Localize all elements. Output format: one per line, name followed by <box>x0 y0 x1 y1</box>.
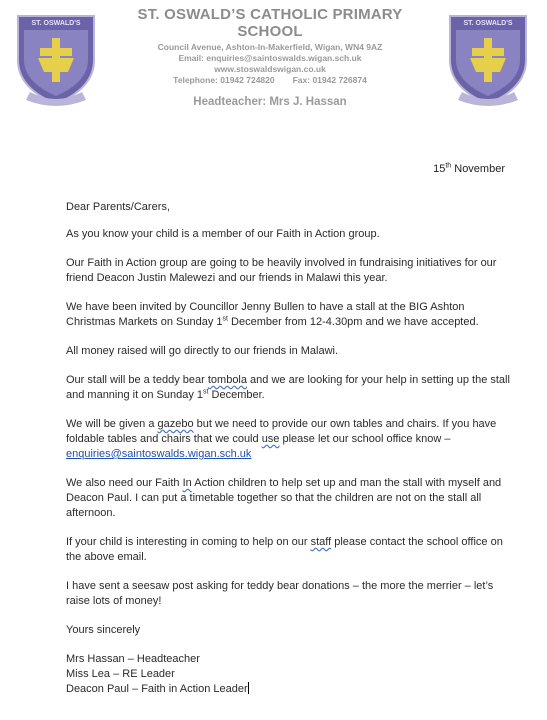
paragraph-6: We will be given a gazebo but we need to provide our own tables and chairs. If you have foldable tables and chairs that we could use please let our school office know – enquiries@saintoswalds.wigan.sch.uk <box>66 418 497 460</box>
spellcheck-word[interactable]: tombola <box>207 374 247 386</box>
school-website: www.stoswaldswigan.co.uk <box>214 64 326 74</box>
date-month: November <box>454 163 505 175</box>
grammar-check-word[interactable]: staff <box>310 536 332 548</box>
school-fax: Fax: 01942 726874 <box>292 75 367 85</box>
school-address: Council Avenue, Ashton-In-Makerfield, Wigan, WN4 9AZ <box>157 42 383 52</box>
paragraph-9: I have sent a seesaw post asking for teddy bear donations – the more the merrier – let’s raise lots of money! <box>66 580 494 607</box>
paragraph-1: As you know your child is a member of our Faith in Action group. <box>66 228 380 240</box>
paragraph-7: We also need our Faith In Action children to help set up and man the stall with myself and Deacon Paul. I can put a timetable together so that the children are not on the stall all afternoon. <box>66 477 502 519</box>
paragraph-8: If your child is interesting in coming to help on our staff please contact the school office on the above email. <box>66 536 503 563</box>
signatory-1: Mrs Hassan – Headteacher <box>66 653 200 665</box>
crest-icon <box>8 8 104 108</box>
svg-text:ST. OSWALD'S: ST. OSWALD'S <box>463 20 513 27</box>
school-phones <box>105 75 435 86</box>
signatories <box>66 652 511 697</box>
grammar-check-word[interactable]: use <box>261 433 280 445</box>
school-name: ST. OSWALD’S CATHOLIC PRIMARY SCHOOL <box>137 6 403 40</box>
signatory-3: Deacon Paul – Faith in Action Leader <box>66 683 248 695</box>
paragraph-2: Our Faith in Action group are going to be heavily involved in fundraising initiatives for our friend Deacon Justin Malewezi and our friends in Malawi this year. <box>66 257 497 284</box>
paragraph-5: Our stall will be a teddy bear tombola and we are looking for your help in setting up the stall and manning it on Sunday 1st December. <box>66 374 510 401</box>
headteacher-line: Headteacher: Mrs J. Hassan <box>193 96 347 108</box>
spellcheck-word[interactable]: gazebo <box>157 418 194 430</box>
letter-body[interactable] <box>66 200 511 697</box>
school-crest-left <box>8 8 104 108</box>
grammar-check-word[interactable]: In <box>182 477 192 489</box>
school-telephone: Telephone: 01942 724820 <box>173 75 275 85</box>
signatory-2: Miss Lea – RE Leader <box>66 668 175 680</box>
date-suffix: th <box>445 162 452 170</box>
text-cursor <box>248 682 249 694</box>
date-day: 15 <box>433 163 446 175</box>
school-email: Email: enquiries@saintoswalds.wigan.sch.uk <box>178 53 362 63</box>
email-link[interactable]: enquiries@saintoswalds.wigan.sch.uk <box>66 448 252 460</box>
paragraph-4: All money raised will go directly to our friends in Malawi. <box>66 345 339 357</box>
letterhead <box>105 6 435 108</box>
salutation: Dear Parents/Carers, <box>66 201 170 213</box>
paragraph-3: We have been invited by Councillor Jenny Bullen to have a stall at the BIG Ashton Christmas Markets on Sunday 1st December from 12-4.30pm and we have accepted. <box>66 301 479 328</box>
svg-text:ST. OSWALD'S: ST. OSWALD'S <box>31 20 81 27</box>
closing: Yours sincerely <box>66 624 141 636</box>
school-crest-right <box>440 8 536 108</box>
letter-date <box>433 163 505 175</box>
crest-icon <box>440 8 536 108</box>
